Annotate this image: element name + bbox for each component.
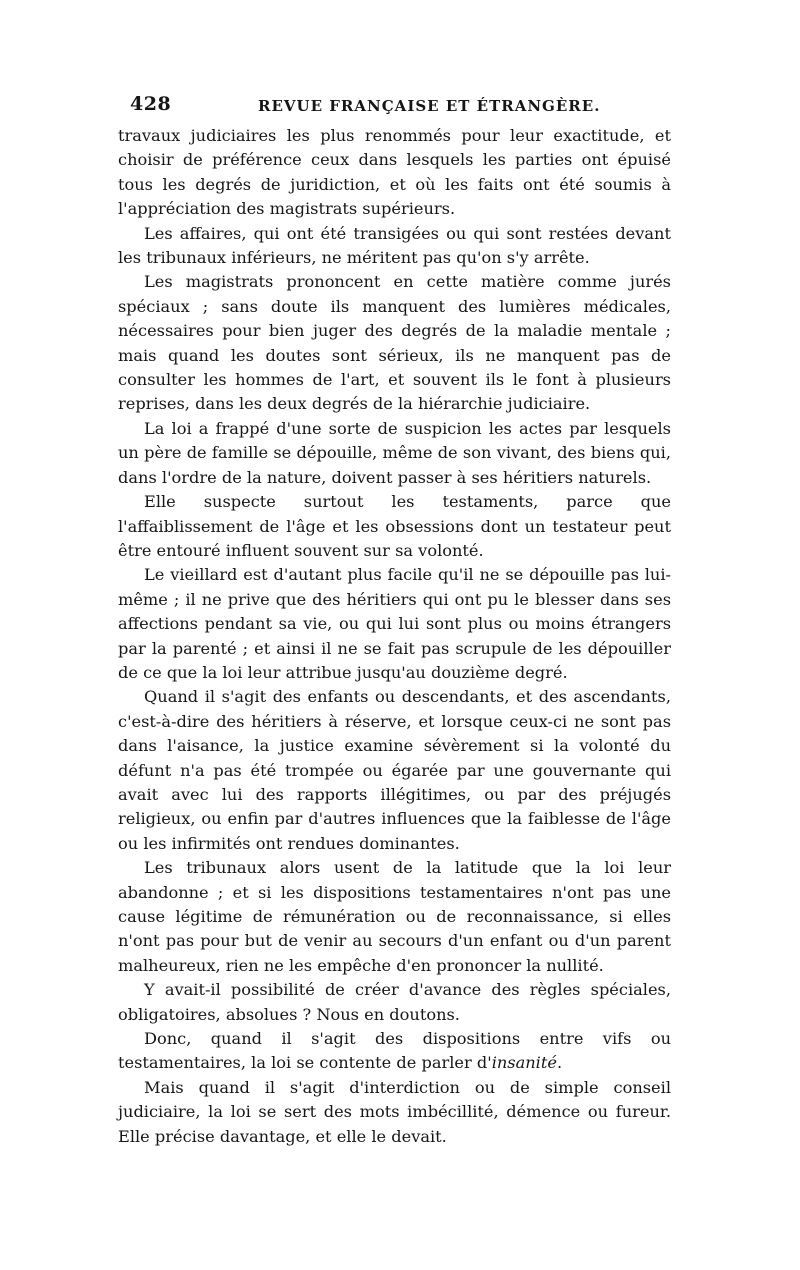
page-header [118, 92, 671, 122]
paragraph-8: Les tribunaux alors usent de la latitude que la loi leur abandonne ; et si les dispositions testamentaires n'ont pas une cause légitime de rémunération ou de reconnaissance, si elles n'ont pas pour but de venir au secours d'un enfant ou d'un parent malheureux, rien ne les empêche d'en prononcer la nullité. [118, 858, 671, 975]
paragraph-9: Y avait-il possibilité de créer d'avance des règles spéciales, obligatoires, absolues ? Nous en doutons. [118, 980, 671, 1024]
paragraph-10 [118, 1027, 671, 1076]
paragraph-2: Les affaires, qui ont été transigées ou qui sont restées devant les tribunaux inférieurs, ne méritent pas qu'on s'y arrête. [118, 223, 671, 268]
paragraph-11: Mais quand il s'agit d'interdiction ou de simple conseil judiciaire, la loi se sert des mots imbécillité, démence ou fureur. Elle précise davantage, et elle le devait. [118, 1077, 671, 1146]
page-number: 428 [130, 93, 172, 115]
text-body [118, 124, 671, 1149]
running-title: REVUE FRANÇAISE ET ÉTRANGÈRE. [258, 97, 601, 115]
paragraph-7: Quand il s'agit des enfants ou descendants, et des ascendants, c'est-à-dire des héritiers à réserve, et lorsque ceux-ci ne sont pas dans l'aisance, la justice examine sévèrement si la volonté du défunt n'a pas été trompée ou égarée par une gouvernante qui avait avec lui des rapports illégitimes, ou par des préjugés religieux, ou enfin par d'autres influences que la faiblesse de l'âge ou les infirmités ont rendues dominantes. [118, 687, 671, 853]
paragraph-10-end: . [556, 1053, 563, 1073]
paragraph-10-text: Donc, quand il s'agit des dispositions entre vifs ou testamentaires, la loi se contente de parler d' [118, 1029, 671, 1073]
paragraph-4: La loi a frappé d'une sorte de suspicion les actes par lesquels un père de famille se dépouille, même de son vivant, des biens qui, dans l'ordre de la nature, doivent passer à ses héritiers naturels. [118, 418, 671, 487]
paragraph-3: Les magistrats prononcent en cette matière comme jurés spéciaux ; sans doute ils manquent des lumières médicales, nécessaires pour bien juger des degrés de la maladie mentale ; mais quand les doutes sont sérieux, ils ne manquent pas de consulter les hommes de l'art, et souvent ils le font à plusieurs reprises, dans les deux degrés de la hiérarchie judiciaire. [118, 272, 671, 414]
italic-term-insanite: insanité [491, 1053, 557, 1073]
paragraph-5: Elle suspecte surtout les testaments, parce que l'affaiblissement de l'âge et les obsessions dont un testateur peut être entouré influent souvent sur sa volonté. [118, 492, 671, 560]
book-page [118, 92, 671, 1149]
paragraph-1: travaux judiciaires les plus renommés pour leur exactitude, et choisir de préférence ceux dans lesquels les parties ont épuisé tous les degrés de juridiction, et où les faits ont été soumis à l'appréciation des magistrats supérieurs. [118, 126, 671, 219]
paragraph-6: Le vieillard est d'autant plus facile qu'il ne se dépouille pas lui-même ; il ne prive que des héritiers qui ont pu le blesser dans ses affections pendant sa vie, ou qui lui sont plus ou moins étrangers par la parenté ; et ainsi il ne se fait pas scrupule de les dépouiller de ce que la loi leur attribue jusqu'au douzième degré. [118, 565, 671, 682]
